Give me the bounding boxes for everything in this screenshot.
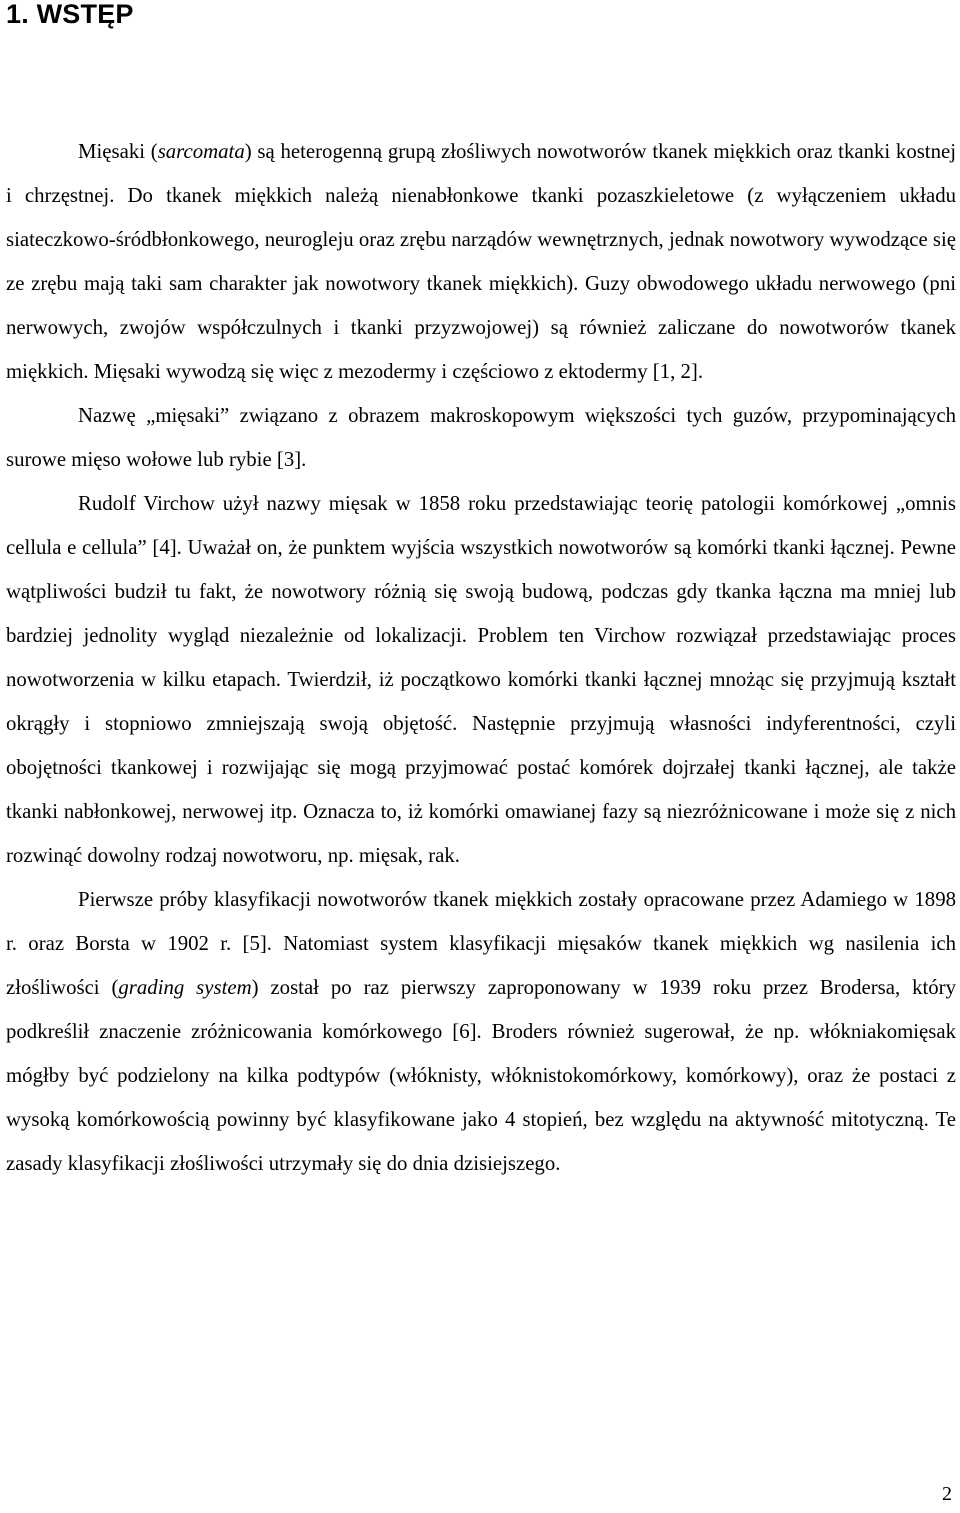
section-heading: 1. WSTĘP [6,0,134,29]
paragraph-4-italic-term: grading system [118,976,252,999]
paragraph-4-rest: ) został po raz pierwszy zaproponowany w 1939 roku przez Brodersa, który podkreślił znaczenie zróżnicowania komórkowego [6]. Broders również sugerował, że np. włókniakomięsak mógłby być podzielony na kilka podtypów (włóknisty, włóknistokomórkowy, komórkowy), oraz że postaci z wysoką komórkowością powinny być klasyfikowane jako 4 stopień, bez względu na aktywność mitotyczną. Te zasady klasyfikacji złośliwości utrzymały się do dnia dzisiejszego. [6,976,956,1175]
paragraph-1 [6,130,956,394]
paragraph-4-lead: Pierwsze próby klasyfikacji nowotworów tkanek miękkich zostały opracowane przez Adamiego w 1898 r. oraz Borsta w 1902 r. [5]. Natomiast system klasyfikacji mięsaków tkanek miękkich wg nasilenia ich złośliwości ( [6,888,956,999]
paragraph-3: Rudolf Virchow użył nazwy mięsak w 1858 roku przedstawiając teorię patologii komórkowej „omnis cellula e cellula” [4]. Uważał on, że punktem wyjścia wszystkich nowotworów są komórki tkanki łącznej. Pewne wątpliwości budził tu fakt, że nowotwory różnią się swoją budową, podczas gdy tkanka łączna ma mniej lub bardziej jednolity wygląd niezależnie od lokalizacji. Problem ten Virchow rozwiązał przedstawiając proces nowotworzenia w kilku etapach. Twierdził, iż początkowo komórki tkanki łącznej mnożąc się przyjmują kształt okrągły i stopniowo zmniejszają swoją objętość. Następnie przyjmują własności indyferentności, czyli obojętności tkankowej i rozwijając się mogą przyjmować postać komórek dojrzałej tkanki łącznej, ale także tkanki nabłonkowej, nerwowej itp. Oznacza to, iż komórki omawianej fazy są niezróżnicowane i może się z nich rozwinąć dowolny rodzaj nowotworu, np. mięsak, rak. [6,492,956,867]
paragraph-1-rest: ) są heterogenną grupą złośliwych nowotworów tkanek miękkich oraz tkanki kostnej i chrzęstnej. Do tkanek miękkich należą nienabłonkowe tkanki pozaszkieletowe (z wyłączeniem układu siateczkowo-śródbłonkowego, neurogleju oraz zrębu narządów wewnętrznych, jednak nowotwory wywodzące się ze zrębu mają taki sam charakter jak nowotwory tkanek miękkich). Guzy obwodowego układu nerwowego (pni nerwowych, zwojów współczulnych i tkanki przyzwojowej) są również zaliczane do nowotworów tkanek miękkich. Mięsaki wywodzą się więc z mezodermy i częściowo z ektodermy [1, 2]. [6,140,956,383]
paragraph-1-lead: Mięsaki ( [78,140,158,163]
paragraph-1-italic-term: sarcomata [157,140,245,163]
body-text [6,130,956,1186]
page-number: 2 [942,1483,952,1505]
paragraph-2: Nazwę „mięsaki” związano z obrazem makroskopowym większości tych guzów, przypominających surowe mięso wołowe lub rybie [3]. [6,404,956,471]
paragraph-4 [6,878,956,1186]
